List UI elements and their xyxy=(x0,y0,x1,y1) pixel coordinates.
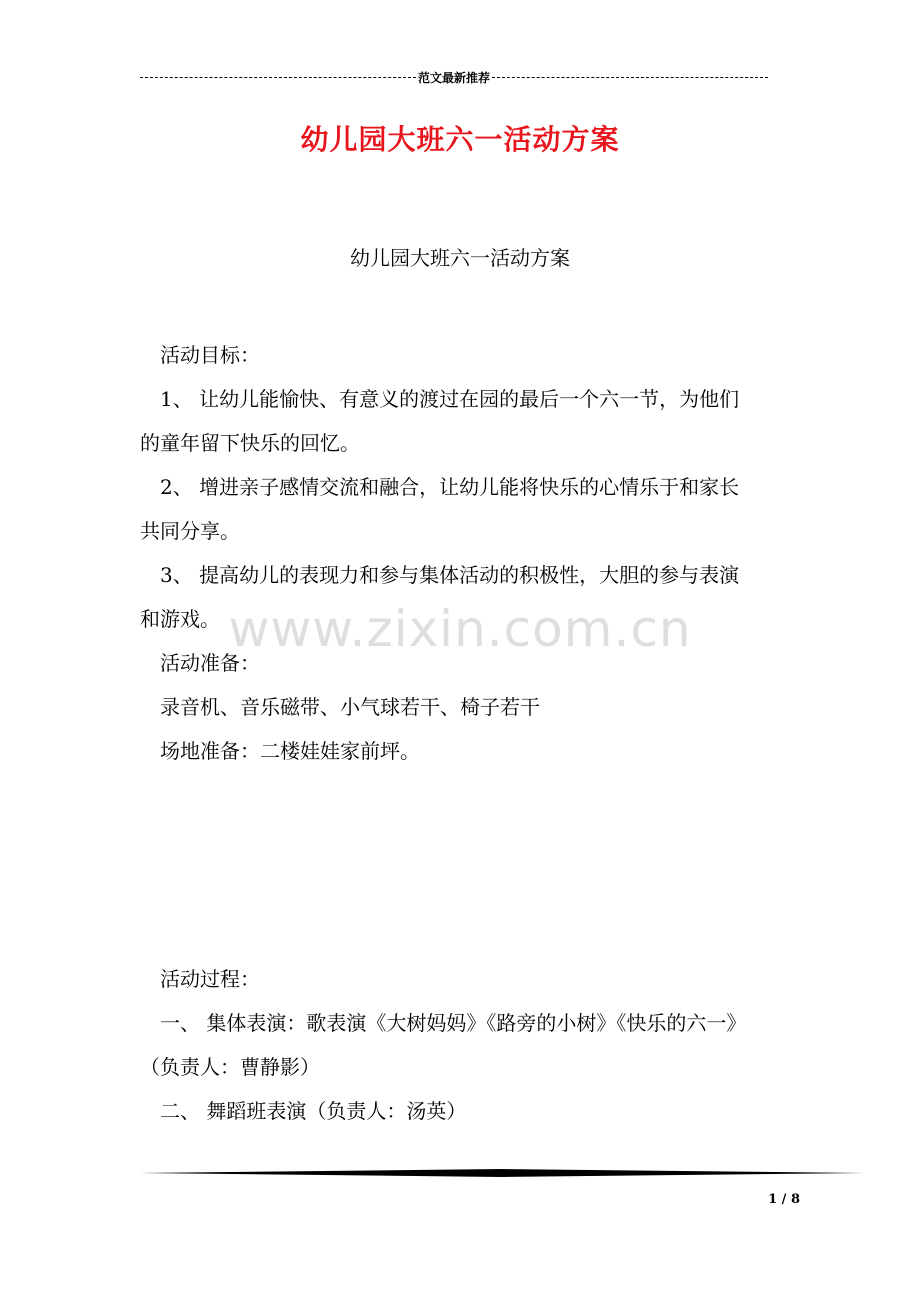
process-step-2: 二、 舞蹈班表演（负责人：汤英） xyxy=(160,1099,467,1123)
document-subtitle: 幼儿园大班六一活动方案 xyxy=(350,246,570,270)
watermark: www.zixin.com.cn xyxy=(228,600,692,658)
prep-heading: 活动准备： xyxy=(160,651,260,675)
footer-rule xyxy=(140,1168,864,1178)
document-body-bottom xyxy=(140,957,790,1133)
process-step-1-continuation: （负责人：曹静影） xyxy=(140,1055,320,1079)
header-dash-left xyxy=(140,77,416,78)
goal-item-1: 1、 让幼儿能愉快、有意义的渡过在园的最后一个六一节，为他们 xyxy=(160,387,740,411)
venue-prep: 场地准备：二楼娃娃家前坪。 xyxy=(160,739,420,763)
goal-item-2: 2、 增进亲子感情交流和融合，让幼儿能将快乐的心情乐于和家长 xyxy=(160,475,740,499)
process-step-1: 一、 集体表演：歌表演《大树妈妈》《路旁的小树》《快乐的六一》 xyxy=(160,1011,747,1035)
goal-item-2-continuation: 共同分享。 xyxy=(140,519,240,543)
page-number: 1 / 8 xyxy=(768,1192,800,1207)
header-rule xyxy=(140,68,768,86)
document-body-top xyxy=(140,333,790,773)
header-dash-right xyxy=(492,77,768,78)
header-label: 范文最新推荐 xyxy=(418,70,491,85)
goals-heading: 活动目标： xyxy=(160,343,260,367)
process-heading: 活动过程： xyxy=(160,967,260,991)
goal-item-3-continuation: 和游戏。 xyxy=(140,607,220,631)
goal-item-1-continuation: 的童年留下快乐的回忆。 xyxy=(140,431,360,455)
document-title: 幼儿园大班六一活动方案 xyxy=(300,123,620,156)
goal-item-3: 3、 提高幼儿的表现力和参与集体活动的积极性，大胆的参与表演 xyxy=(160,563,740,587)
prep-items: 录音机、音乐磁带、小气球若干、椅子若干 xyxy=(160,695,540,719)
